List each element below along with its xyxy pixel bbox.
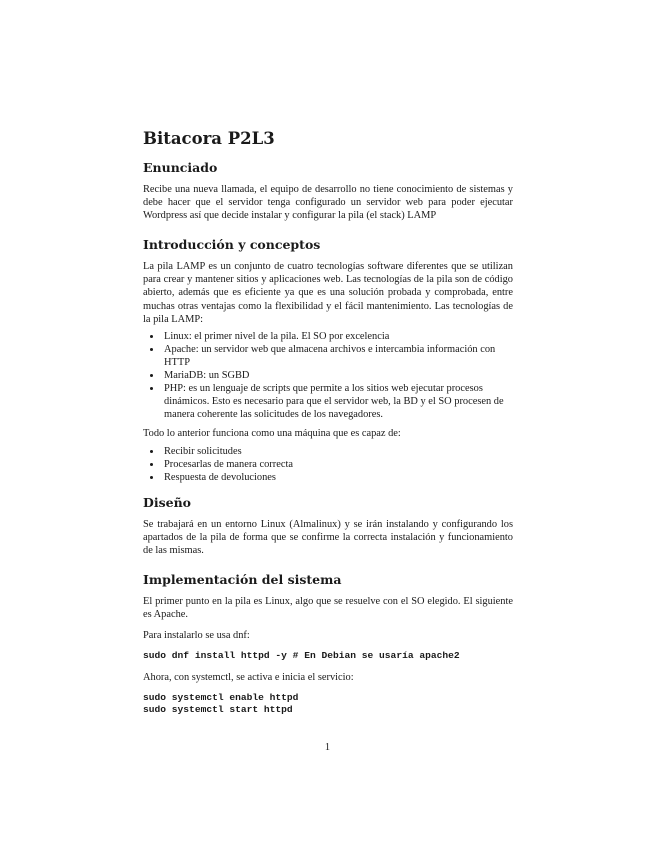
list-item-apache: • Apache: un servidor web que almacena archivos e intercambia información con HTTP xyxy=(162,343,513,369)
section-introduccion xyxy=(143,236,513,484)
list-capabilities xyxy=(143,445,513,484)
paragraph-enunciado: Recibe una nueva llamada, el equipo de desarrollo no tiene conocimiento de sistemas y debe hacer que el servidor tenga configurado un servidor web para poder ejecutar Wordpress así que decide instalar y configurar la pila (el stack) LAMP xyxy=(143,184,513,222)
list-item-mariadb: • MariaDB: un SGBD xyxy=(162,369,513,382)
list-item-capability: • Respuesta de devoluciones xyxy=(162,471,513,484)
code-block-install: sudo dnf install httpd -y # En Debian se usaría apache2 xyxy=(143,650,460,662)
heading-diseno: Diseño xyxy=(143,494,192,510)
paragraph-diseno: Se trabajará en un entorno Linux (Almalinux) y se irán instalando y configurando los apartados de la pila de forma que se confirme la correcta instalación y funcionamiento de las mismas. xyxy=(143,518,513,556)
list-item-capability: • Procesarlas de manera correcta xyxy=(162,458,513,471)
paragraph-implementacion-1: El primer punto en la pila es Linux, algo que se resuelve con el SO elegido. El siguiente es Apache. xyxy=(143,596,513,621)
paragraph-machine-intro: Todo lo anterior funciona como una máquina que es capaz de: xyxy=(143,428,401,440)
section-diseno xyxy=(143,494,513,557)
list-item-linux: • Linux: el primer nivel de la pila. El SO por excelencia xyxy=(162,330,513,343)
page-number: 1 xyxy=(324,742,331,753)
paragraph-introduccion: La pila LAMP es un conjunto de cuatro tecnologías software diferentes que se utilizan para crear y mantener sitios y aplicaciones web. Las tecnologías de la pila son de código abierto, además que es eficiente ya que es una solución probada y comprobada, entre muchas otras ventajas como la flexibilidad y el fácil mantenimiento. Las tecnologías de la pila LAMP: xyxy=(143,261,513,325)
list-item-capability: • Recibir solicitudes xyxy=(162,445,513,458)
paragraph-implementacion-3: Ahora, con systemctl, se activa e inicia el servicio: xyxy=(143,671,354,683)
section-enunciado xyxy=(143,159,513,222)
heading-implementacion: Implementación del sistema xyxy=(143,572,342,588)
heading-enunciado: Enunciado xyxy=(143,160,218,175)
section-implementacion xyxy=(143,571,513,717)
list-item-php: • PHP: es un lenguaje de scripts que permite a los sitios web ejecutar procesos dinámicos. Esto es necesario para que el servidor web, la BD y el SO procesen de manera coherente las solicitudes de los navegadores. xyxy=(162,382,513,421)
document-page xyxy=(143,128,513,717)
document-title: Bitacora P2L3 xyxy=(143,129,275,148)
code-block-systemctl: sudo systemctl enable httpd sudo systemctl start httpd xyxy=(143,691,299,716)
list-technologies xyxy=(143,330,513,422)
heading-introduccion: Introducción y conceptos xyxy=(143,237,321,253)
paragraph-implementacion-2: Para instalarlo se usa dnf: xyxy=(143,630,250,642)
